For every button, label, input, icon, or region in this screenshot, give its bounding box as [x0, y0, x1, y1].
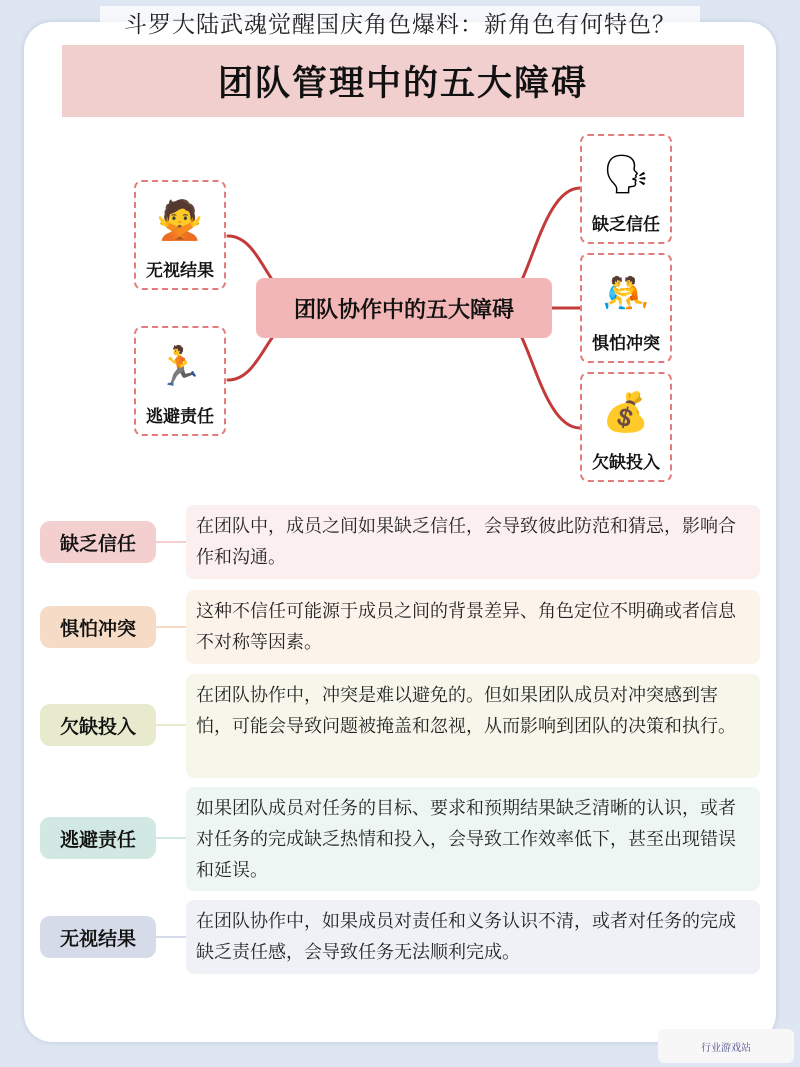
banner-title: 团队管理中的五大障碍 [217, 64, 588, 104]
node-label: 缺乏信任 [592, 215, 660, 235]
detail-text: 在团队中，成员之间如果缺乏信任，会导致彼此防范和猜忌，影响合作和沟通。 [186, 505, 760, 579]
node-label: 逃避责任 [146, 407, 214, 427]
detail-tag: 逃避责任 [40, 817, 156, 859]
node-label: 惧怕冲突 [592, 334, 660, 354]
mindmap-connectors [0, 0, 800, 500]
watermark-text: 行业游戏站 [701, 1042, 751, 1054]
running-person-icon: 🏃 [156, 344, 204, 388]
mindmap-center-label: 团队协作中的五大障碍 [293, 297, 514, 323]
wrestlers-icon: 🤼 [602, 271, 650, 315]
node-fear-conflict [580, 253, 672, 363]
detail-text: 如果团队成员对任务的目标、要求和预期结果缺乏清晰的认识，或者对任务的完成缺乏热情和投入，会导致工作效率低下，甚至出现错误和延误。 [186, 787, 760, 891]
detail-text: 这种不信任可能源于成员之间的背景差异、角色定位不明确或者信息不对称等因素。 [186, 590, 760, 664]
node-lack-trust [580, 134, 672, 244]
speaking-head-icon: 🗣 [601, 152, 651, 196]
mindmap-center [256, 278, 552, 338]
node-ignore-results [134, 180, 226, 290]
detail-tag: 缺乏信任 [40, 521, 156, 563]
detail-connector [156, 626, 186, 628]
site-watermark [658, 1029, 794, 1063]
detail-tag: 欠缺投入 [40, 704, 156, 746]
detail-connector [156, 724, 186, 726]
detail-connector [156, 541, 186, 543]
money-bag-icon: 💰 [602, 390, 650, 434]
page-title: 斗罗大陆武魂觉醒国庆角色爆料：新角色有何特色？ [100, 6, 700, 39]
node-lack-commitment [580, 372, 672, 482]
detail-text: 在团队协作中，如果成员对责任和义务认识不清，或者对任务的完成缺乏责任感，会导致任务无法顺利完成。 [186, 900, 760, 974]
crossed-arms-person-icon: 🙅 [156, 198, 204, 242]
node-label: 欠缺投入 [592, 453, 660, 473]
detail-tag: 惧怕冲突 [40, 606, 156, 648]
detail-text: 在团队协作中，冲突是难以避免的。但如果团队成员对冲突感到害怕，可能会导致问题被掩盖和忽视，从而影响到团队的决策和执行。 [186, 674, 760, 778]
detail-connector [156, 936, 186, 938]
node-label: 无视结果 [146, 261, 214, 281]
node-avoid-responsibility [134, 326, 226, 436]
detail-connector [156, 837, 186, 839]
detail-tag: 无视结果 [40, 916, 156, 958]
